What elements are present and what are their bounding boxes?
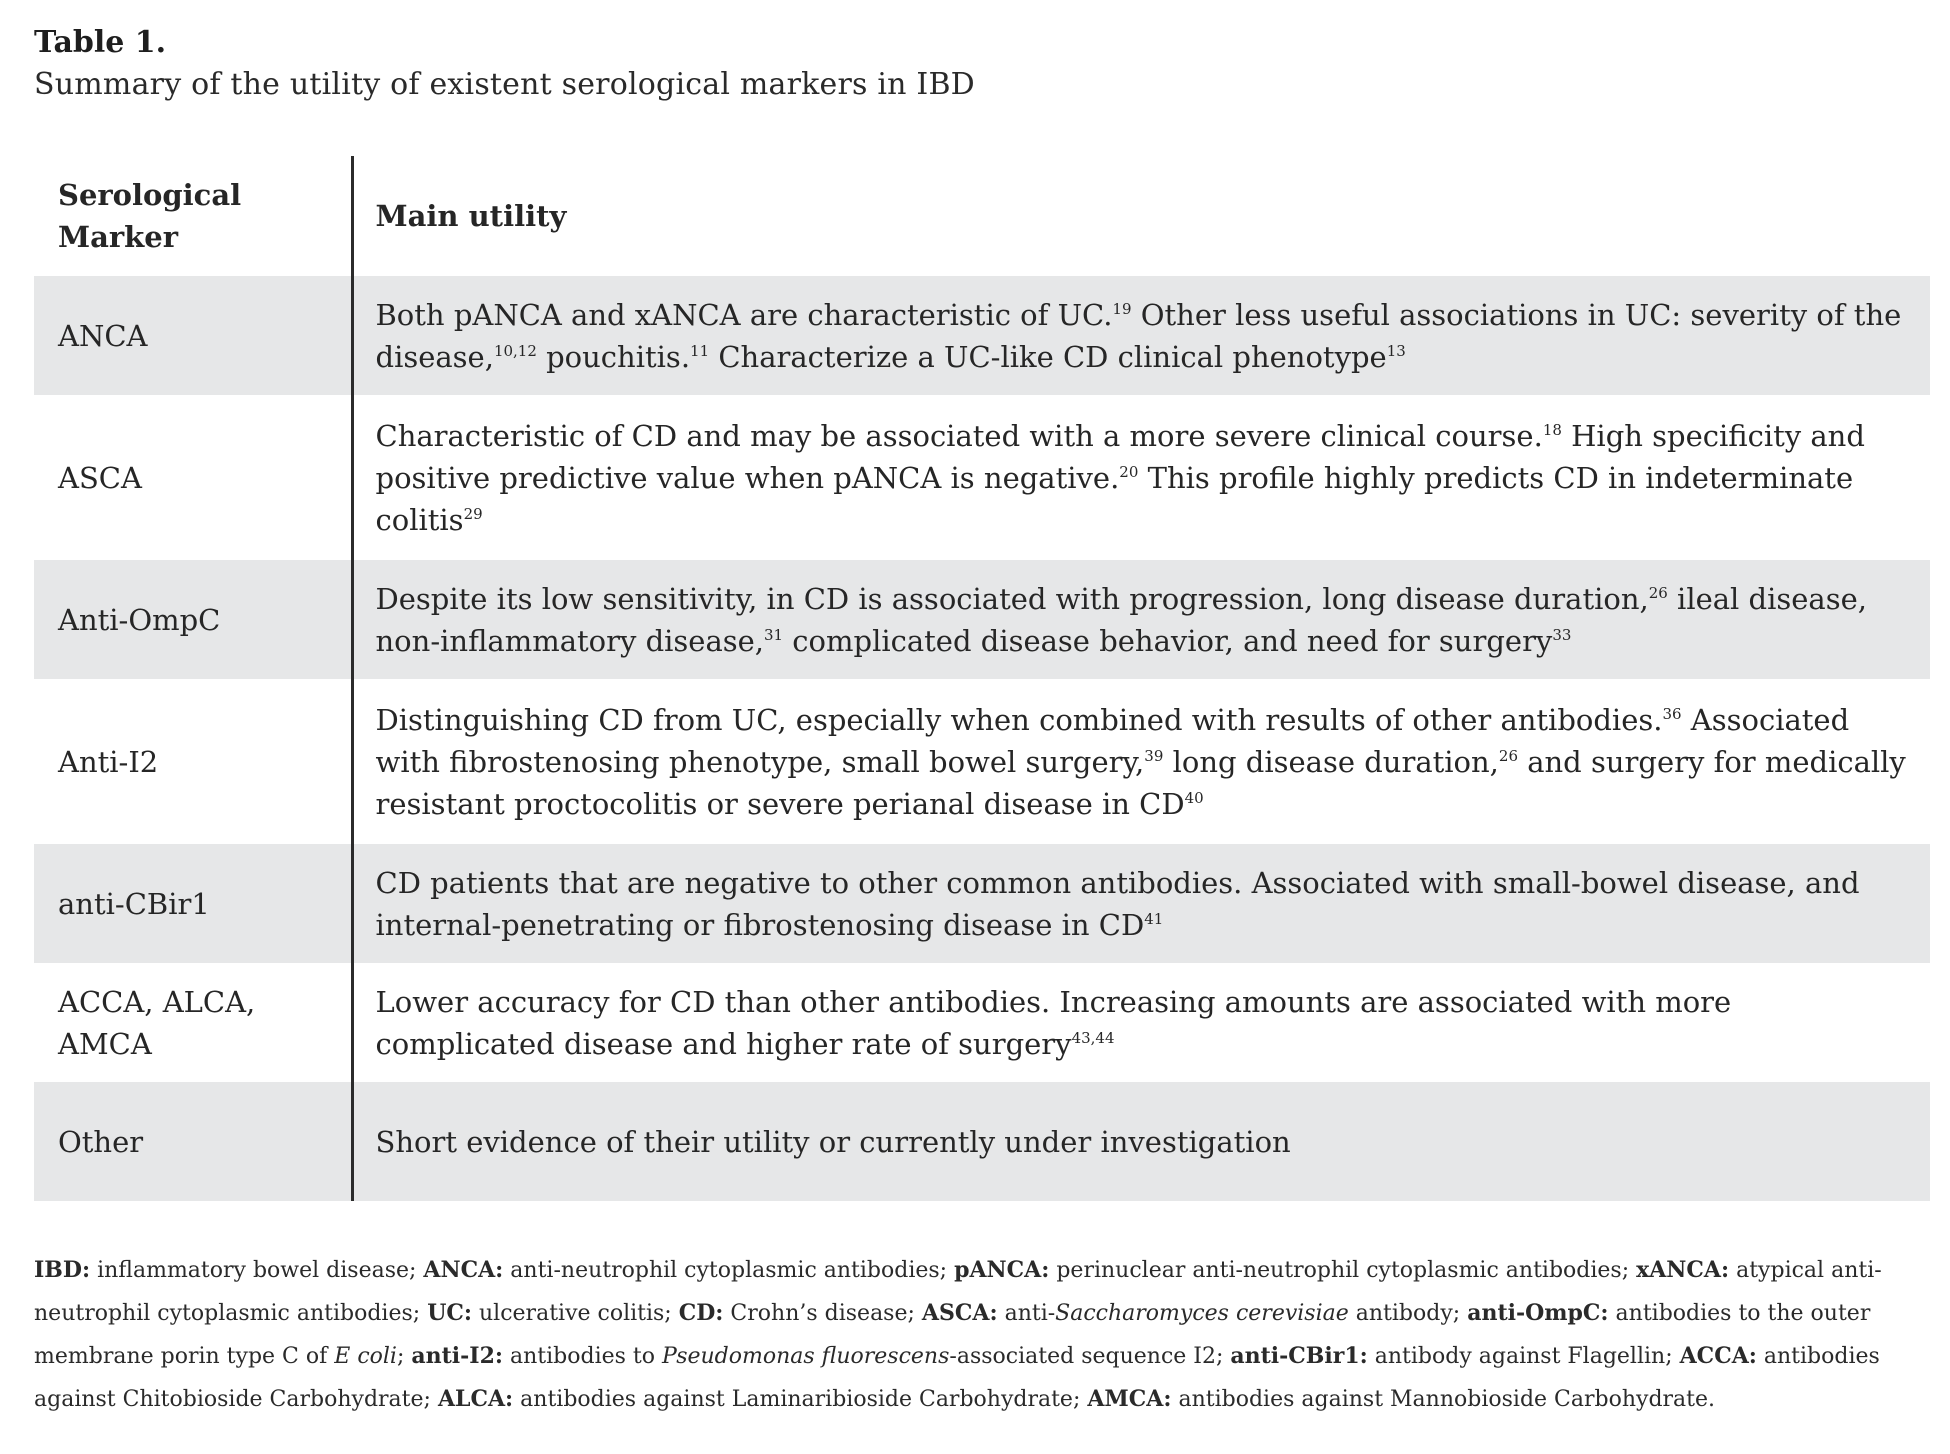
table-label: Table 1. bbox=[34, 25, 167, 60]
text-run: antibodies against Mannobioside Carbohydrate. bbox=[1171, 1387, 1716, 1412]
text-run: Both pANCA and xANCA are characteristic of UC. bbox=[375, 297, 1113, 332]
abbreviation-term: ASCA: bbox=[921, 1300, 998, 1326]
table-title: Summary of the utility of existent serological markers in IBD bbox=[34, 67, 975, 102]
text-run: antibodies to bbox=[503, 1344, 662, 1369]
abbreviation-term: UC: bbox=[427, 1300, 473, 1326]
serological-markers-table bbox=[34, 156, 1930, 1201]
citation-superscript: 26 bbox=[1648, 583, 1668, 602]
text-run: Associated with fibrostenosing phenotype, small bowel surgery, bbox=[375, 702, 1850, 779]
header-marker-line1: Serological bbox=[58, 178, 242, 212]
citation-superscript: 20 bbox=[1119, 462, 1139, 481]
abbreviation-term: anti-OmpC: bbox=[1467, 1300, 1609, 1326]
citation-superscript: 40 bbox=[1184, 788, 1204, 807]
marker-line2: AMCA bbox=[58, 1026, 152, 1061]
abbreviation-term: CD: bbox=[678, 1300, 724, 1326]
abbreviation-term: ALCA: bbox=[437, 1386, 514, 1412]
text-run: Despite its low sensitivity, in CD is associated with progression, long disease duration, bbox=[375, 581, 1649, 616]
italic-text: Pseudomonas fluorescens bbox=[661, 1344, 950, 1369]
text-run: High specificity and positive predictive value when pANCA is negative. bbox=[375, 418, 1865, 495]
abbreviation-term: ACCA: bbox=[1679, 1343, 1757, 1369]
text-run: This profile highly predicts CD in indeterminate colitis bbox=[375, 460, 1854, 537]
text-run: Characteristic of CD and may be associated with a more severe clinical course. bbox=[375, 418, 1543, 453]
abbreviation-term: ANCA: bbox=[423, 1257, 504, 1283]
marker-line1: ACCA, ALCA, bbox=[58, 984, 256, 1019]
utility-cell bbox=[352, 1082, 1930, 1201]
marker-cell: Anti-I2 bbox=[34, 679, 352, 844]
text-run: anti- bbox=[997, 1301, 1056, 1326]
citation-superscript: 33 bbox=[1552, 625, 1572, 644]
text-run: antibodies to the outer membrane porin type C of bbox=[34, 1301, 1871, 1369]
table-row bbox=[34, 560, 1930, 679]
text-run: Lower accuracy for CD than other antibodies. Increasing amounts are associated with more complicated disease and higher rate of surgery bbox=[375, 984, 1732, 1061]
utility-cell bbox=[352, 276, 1930, 395]
text-run: anti-neutrophil cytoplasmic antibodies; bbox=[503, 1258, 955, 1283]
text-run: -associated sequence I2; bbox=[949, 1344, 1231, 1369]
text-run: antibodies against Chitobioside Carbohydrate; bbox=[34, 1344, 1880, 1412]
citation-superscript: 39 bbox=[1144, 746, 1164, 765]
text-run: atypical anti-neutrophil cytoplasmic antibodies; bbox=[34, 1258, 1882, 1326]
abbreviation-term: IBD: bbox=[34, 1257, 91, 1283]
table-row bbox=[34, 679, 1930, 844]
text-run: Crohn’s disease; bbox=[723, 1301, 922, 1326]
text-run: Short evidence of their utility or currently under investigation bbox=[375, 1124, 1291, 1159]
header-marker-line2: Marker bbox=[58, 220, 178, 254]
citation-superscript: 29 bbox=[463, 504, 483, 523]
abbreviation-term: anti-CBir1: bbox=[1230, 1343, 1368, 1369]
text-run: antibody; bbox=[1348, 1301, 1468, 1326]
marker-cell bbox=[34, 963, 352, 1082]
marker-cell: ASCA bbox=[34, 395, 352, 560]
abbreviation-term: pANCA: bbox=[954, 1257, 1050, 1283]
table-row bbox=[34, 963, 1930, 1082]
text-run: pouchitis. bbox=[536, 339, 691, 374]
citation-superscript: 19 bbox=[1112, 299, 1132, 318]
abbreviation-term: anti-I2: bbox=[411, 1343, 503, 1369]
table-row bbox=[34, 395, 1930, 560]
text-run: Other less useful associations in UC: severity of the disease, bbox=[375, 297, 1902, 374]
text-run: long disease duration, bbox=[1163, 744, 1499, 779]
table-row bbox=[34, 1082, 1930, 1201]
marker-cell: Other bbox=[34, 1082, 352, 1201]
table-row bbox=[34, 276, 1930, 395]
header-utility: Main utility bbox=[375, 199, 567, 233]
citation-superscript: 26 bbox=[1498, 746, 1518, 765]
utility-cell bbox=[352, 963, 1930, 1082]
citation-superscript: 11 bbox=[690, 341, 710, 360]
marker-cell: ANCA bbox=[34, 276, 352, 395]
utility-cell bbox=[352, 844, 1930, 963]
text-run: ulcerative colitis; bbox=[472, 1301, 679, 1326]
header-marker bbox=[34, 156, 352, 276]
citation-superscript: 36 bbox=[1662, 704, 1682, 723]
utility-cell bbox=[352, 395, 1930, 560]
text-run: ileal disease, non-inflammatory disease, bbox=[375, 581, 1867, 658]
table-footnote bbox=[34, 1249, 1934, 1421]
utility-cell bbox=[352, 560, 1930, 679]
citation-superscript: 43,44 bbox=[1071, 1028, 1115, 1047]
utility-cell bbox=[352, 679, 1930, 844]
citation-superscript: 10,12 bbox=[493, 341, 537, 360]
text-run: inflammatory bowel disease; bbox=[90, 1258, 424, 1283]
text-run: and surgery for medically resistant proctocolitis or severe perianal disease in CD bbox=[375, 744, 1906, 821]
italic-text: E coli bbox=[334, 1344, 397, 1369]
table-figure bbox=[34, 22, 1930, 1421]
text-run: CD patients that are negative to other common antibodies. Associated with small-bowel disease, and internal-penetrating or fibrostenosing disease in CD bbox=[375, 865, 1860, 942]
abbreviation-term: xANCA: bbox=[1636, 1257, 1730, 1283]
text-run: antibody against Flagellin; bbox=[1367, 1344, 1680, 1369]
text-run: ; bbox=[396, 1344, 412, 1369]
citation-superscript: 18 bbox=[1542, 420, 1562, 439]
table-row bbox=[34, 844, 1930, 963]
citation-superscript: 31 bbox=[764, 625, 784, 644]
text-run: perinuclear anti-neutrophil cytoplasmic antibodies; bbox=[1049, 1258, 1637, 1283]
text-run: Distinguishing CD from UC, especially when combined with results of other antibodies. bbox=[375, 702, 1663, 737]
text-run: antibodies against Laminaribioside Carbohydrate; bbox=[513, 1387, 1088, 1412]
citation-superscript: 13 bbox=[1386, 341, 1406, 360]
marker-cell: anti-CBir1 bbox=[34, 844, 352, 963]
header-row bbox=[34, 156, 1930, 276]
abbreviation-term: AMCA: bbox=[1087, 1386, 1172, 1412]
text-run: complicated disease behavior, and need for surgery bbox=[783, 623, 1553, 658]
marker-cell: Anti-OmpC bbox=[34, 560, 352, 679]
text-run: Characterize a UC-like CD clinical phenotype bbox=[709, 339, 1387, 374]
italic-text: Saccharomyces cerevisiae bbox=[1055, 1301, 1349, 1326]
citation-superscript: 41 bbox=[1144, 909, 1164, 928]
